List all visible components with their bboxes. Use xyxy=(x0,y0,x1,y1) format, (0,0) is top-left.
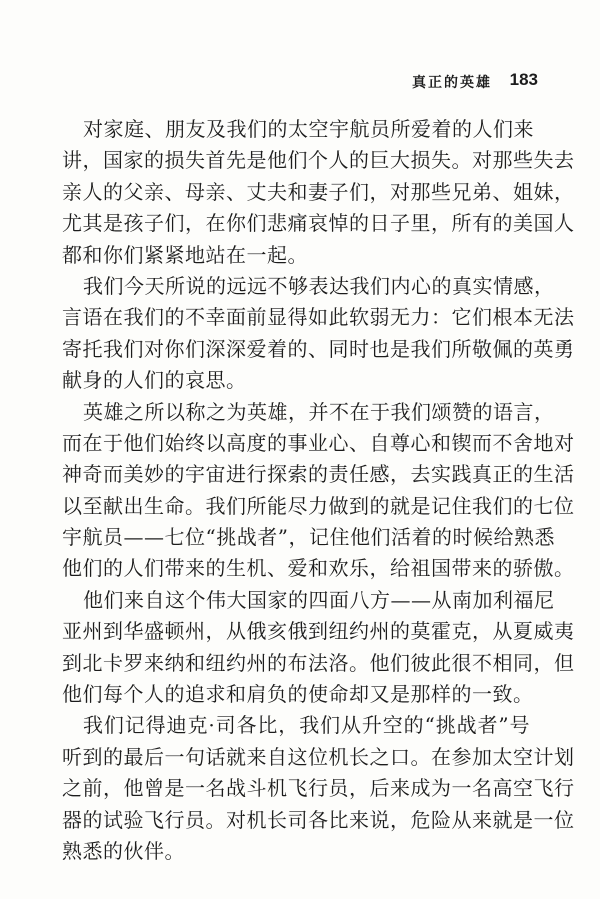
paragraph xyxy=(62,710,575,867)
body-text xyxy=(62,114,575,867)
text-line: 寄托我们对你们深深爱着的、同时也是我们所敬佩的英勇 xyxy=(62,336,575,361)
text-line: 他们来自这个伟大国家的四面八方——从南加利福尼 xyxy=(83,587,555,612)
text-line: 以至献出生命。我们所能尽力做到的就是记住我们的七位 xyxy=(62,493,575,518)
text-line: 英雄之所以称之为英雄，并不在于我们颂赞的语言， xyxy=(83,399,555,424)
text-line: 献身的人们的哀思。 xyxy=(62,368,247,393)
paragraph xyxy=(62,114,575,271)
text-line: 熟悉的伙伴。 xyxy=(62,838,185,863)
text-line: 亲人的父亲、母亲、丈夫和妻子们，对那些兄弟、姐妹， xyxy=(62,179,575,204)
paragraph xyxy=(62,271,575,397)
text-line: 亚州到华盛顿州，从俄亥俄到纽约州的莫霍克，从夏威夷 xyxy=(62,619,575,644)
text-line: 他们每个人的追求和肩负的使命却又是那样的一致。 xyxy=(62,682,534,707)
text-line: 讲，国家的损失首先是他们个人的巨大损失。对那些失去 xyxy=(62,148,575,173)
page-header xyxy=(0,70,600,94)
text-line: 对家庭、朋友及我们的太空宇航员所爱着的人们来 xyxy=(83,117,534,141)
running-title: 真正的英雄 xyxy=(412,75,492,91)
text-line: 之前，他曾是一名战斗机飞行员，后来成为一名高空飞行 xyxy=(62,776,575,801)
text-line: 言语在我们的不幸面前显得如此软弱无力：它们根本无法 xyxy=(62,305,575,330)
text-line: 神奇而美妙的宇宙进行探索的责任感，去实践真正的生活 xyxy=(62,462,575,487)
text-line: 他们的人们带来的生机、爱和欢乐，给祖国带来的骄傲。 xyxy=(62,556,575,581)
text-line: 我们今天所说的远远不够表达我们内心的真实情感， xyxy=(83,273,555,298)
text-line: 器的试验飞行员。对机长司各比来说，危险从来就是一位 xyxy=(62,807,575,832)
text-line: 我们记得迪克·司各比，我们从升空的“挑战者”号 xyxy=(83,713,530,738)
text-line: 宇航员——七位“挑战者”，记住他们活着的时候给熟悉 xyxy=(62,525,555,550)
paragraph xyxy=(62,397,575,585)
paragraph xyxy=(62,585,575,711)
text-line: 而在于他们始终以高度的事业心、自尊心和锲而不舍地对 xyxy=(62,430,575,455)
text-line: 尤其是孩子们，在你们悲痛哀悼的日子里，所有的美国人 xyxy=(62,211,575,236)
text-line: 听到的最后一句话就来自这位机长之口。在参加太空计划 xyxy=(62,744,575,769)
page-number: 183 xyxy=(509,70,538,89)
text-line: 都和你们紧紧地站在一起。 xyxy=(62,242,308,267)
text-line: 到北卡罗来纳和纽约州的布法洛。他们彼此很不相同，但 xyxy=(62,650,575,675)
